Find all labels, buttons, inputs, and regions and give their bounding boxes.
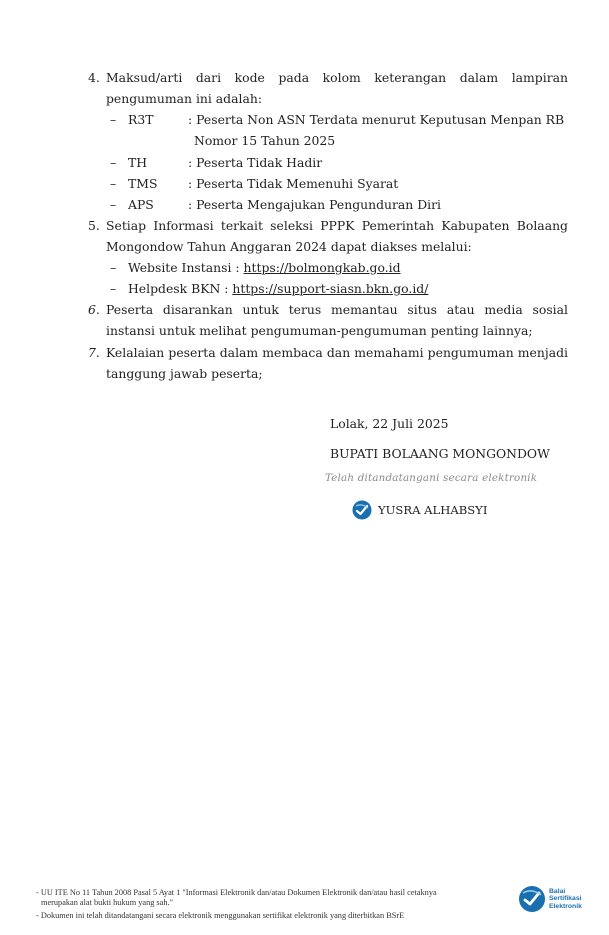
list-item-7 xyxy=(88,342,568,384)
item-number: 7. xyxy=(88,345,100,360)
item-number: 6. xyxy=(88,302,100,317)
item-text: Maksud/arti dari kode pada kolom keterangan dalam lampiran pengumuman ini adalah: xyxy=(106,70,568,106)
footer-law-line: - UU ITE No 11 Tahun 2008 Pasal 5 Ayat 1 "Informasi Elektronik dan/atau Dokumen Elektronik dan/atau hasil cetaknya xyxy=(36,888,437,897)
bsre-text-2: Sertifikasi xyxy=(549,895,582,903)
website-line xyxy=(128,278,428,299)
website-label: Website Instansi : xyxy=(128,260,244,275)
website-label: Helpdesk BKN : xyxy=(128,281,233,296)
code-label: TH xyxy=(128,155,148,170)
signer-block xyxy=(352,500,487,520)
list-item-5 xyxy=(88,215,568,257)
website-line xyxy=(128,257,401,278)
code-desc: : Peserta Tidak Hadir xyxy=(188,155,323,170)
code-desc: : Peserta Mengajukan Pengunduran Diri xyxy=(188,197,442,212)
dash: – xyxy=(110,197,117,212)
website-link[interactable]: https://bolmongkab.go.id xyxy=(243,260,401,275)
dash: – xyxy=(110,155,117,170)
e-signature-note: Telah ditandatangani secara elektronik xyxy=(325,472,538,484)
footer-cert-line: - Dokumen ini telah ditandatangani secara elektronik menggunakan sertifikat elektronik yang diterbitkan BSrE xyxy=(36,911,405,920)
code-label: R3T xyxy=(128,112,154,127)
dash: – xyxy=(110,281,117,296)
place-date: Lolak, 22 Juli 2025 xyxy=(330,416,449,431)
footer-notes xyxy=(36,888,516,920)
item-number: 5. xyxy=(88,218,100,233)
bsre-text-3: Elektronik xyxy=(549,902,582,910)
bsre-logo-text xyxy=(549,888,582,910)
bsre-logo-icon xyxy=(352,500,372,520)
item-number: 4. xyxy=(88,70,100,85)
dash: – xyxy=(110,260,117,275)
code-desc: : Peserta Non ASN Terdata menurut Keputusan Menpan RB xyxy=(188,112,565,127)
dash: – xyxy=(110,112,117,127)
item-text: Kelalaian peserta dalam membaca dan memahami pengumuman menjadi tanggung jawab peserta; xyxy=(106,345,568,381)
signer-title: BUPATI BOLAANG MONGONDOW xyxy=(330,446,550,461)
list-item-6 xyxy=(88,299,568,341)
list-item-4 xyxy=(88,67,568,109)
signer-name: YUSRA ALHABSYI xyxy=(378,503,488,517)
footer-law-line-cont: merupakan alat bukti hukum yang sah." xyxy=(41,898,173,907)
code-label: APS xyxy=(128,197,154,212)
code-label: TMS xyxy=(128,176,158,191)
bsre-logo-icon xyxy=(518,885,546,913)
item-text: Setiap Informasi terkait seleksi PPPK Pemerintah Kabupaten Bolaang Mongondow Tahun Anggaran 2024 dapat diakses melalui: xyxy=(106,218,568,254)
helpdesk-link[interactable]: https://support-siasn.bkn.go.id/ xyxy=(232,281,429,296)
code-desc: : Peserta Tidak Memenuhi Syarat xyxy=(188,176,399,191)
dash: – xyxy=(110,176,117,191)
code-row-r3t-cont xyxy=(194,130,335,151)
bsre-footer-logo xyxy=(518,885,582,913)
bsre-text-1: Balai xyxy=(549,888,566,896)
code-desc-cont: Nomor 15 Tahun 2025 xyxy=(194,133,336,148)
item-text: Peserta disarankan untuk terus memantau situs atau media sosial instansi untuk melihat pengumuman-pengumuman penting lainnya; xyxy=(106,302,568,338)
